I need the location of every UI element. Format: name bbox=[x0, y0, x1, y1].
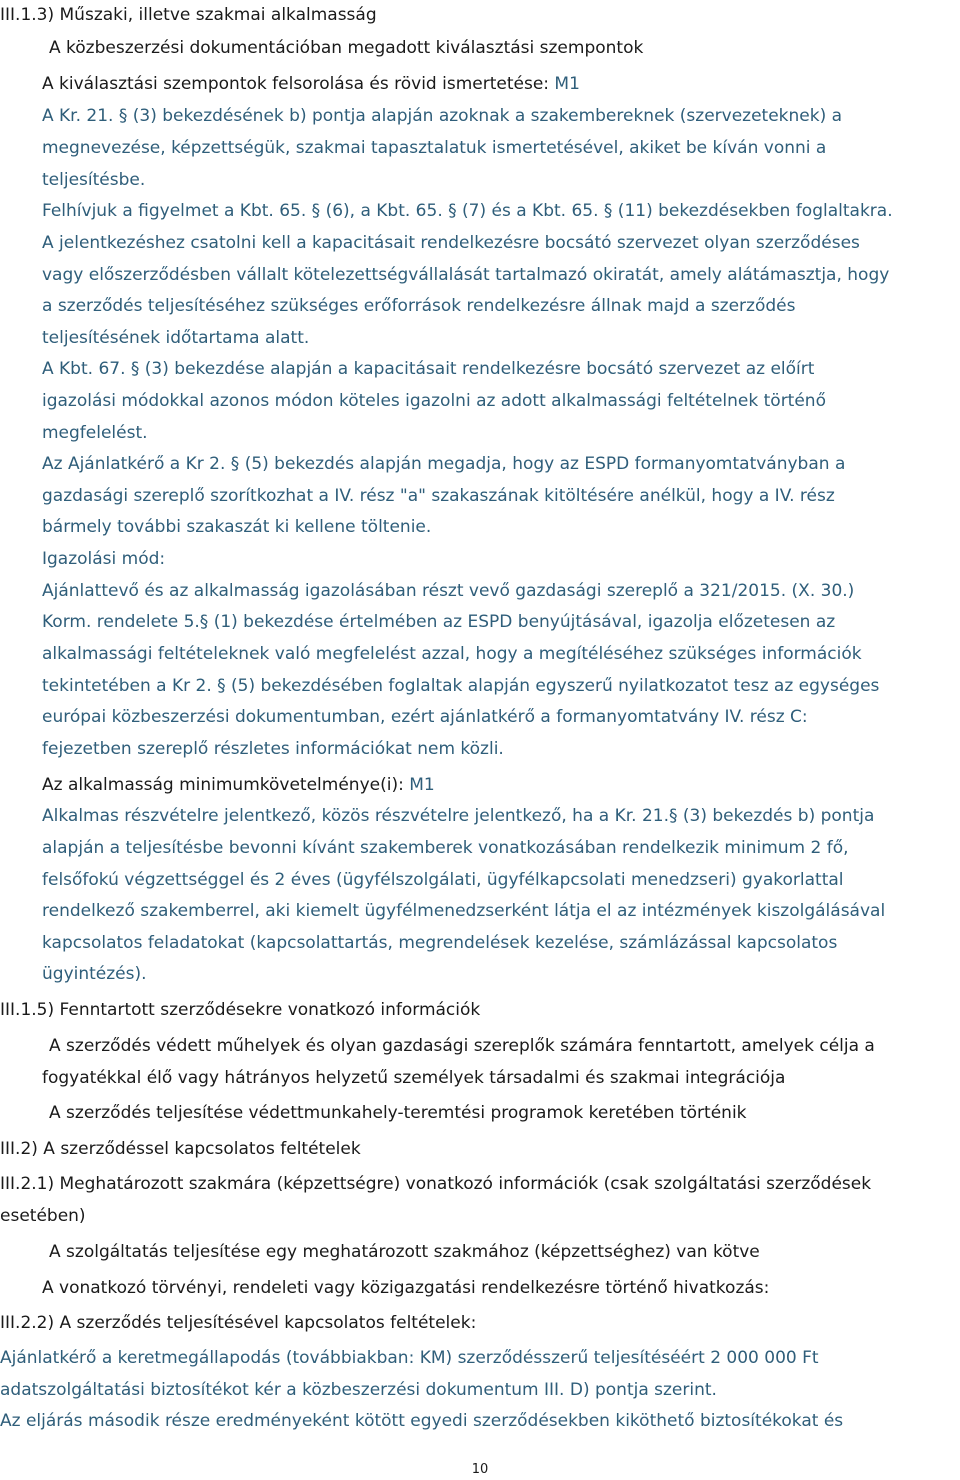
paragraph-line: ügyintézés). bbox=[42, 964, 147, 984]
paragraph-line: teljesítésbe. bbox=[42, 170, 146, 190]
legal-reference-line: A vonatkozó törvényi, rendeleti vagy közigazgatási rendelkezésre történő hivatkozás: bbox=[42, 1278, 770, 1298]
paragraph-line: kapcsolatos feladatokat (kapcsolattartás, megrendelések kezelése, számlázással kapcsolatos bbox=[42, 933, 838, 953]
paragraph-line: Ajánlatkérő a keretmegállapodás (továbbiakban: KM) szerződésszerű teljesítéséért 2 000 000 Ft bbox=[0, 1348, 819, 1368]
section-heading-iii-1-5: III.1.5) Fenntartott szerződésekre vonatkozó információk bbox=[0, 1000, 481, 1020]
minimum-requirements-code: M1 bbox=[409, 775, 435, 795]
paragraph-line: vagy előszerződésben vállalt kötelezettségvállalását tartalmazó okiratát, amely alátámasztja, hogy bbox=[42, 265, 890, 285]
paragraph-line: bármely további szakaszát ki kellene töltenie. bbox=[42, 517, 432, 537]
criteria-code: M1 bbox=[554, 74, 580, 94]
section-heading-iii-1-3: III.1.3) Műszaki, illetve szakmai alkalmasság bbox=[0, 5, 377, 25]
subsection-heading-iii-2-2: III.2.2) A szerződés teljesítésével kapcsolatos feltételek: bbox=[0, 1313, 477, 1333]
subsection-heading-iii-2-1-cont: esetében) bbox=[0, 1206, 86, 1226]
paragraph-line: Felhívjuk a figyelmet a Kbt. 65. § (6), a Kbt. 65. § (7) és a Kbt. 65. § (11) bekezdésekben foglaltakra. bbox=[42, 201, 893, 221]
section-heading-iii-2: III.2) A szerződéssel kapcsolatos feltételek bbox=[0, 1139, 361, 1159]
profession-bound-line: A szolgáltatás teljesítése egy meghatározott szakmához (képzettséghez) van kötve bbox=[49, 1242, 760, 1262]
reserved-contract-line: fogyatékkal élő vagy hátrányos helyzetű személyek társadalmi és szakmai integrációja bbox=[42, 1068, 786, 1088]
paragraph-line: alkalmassági feltételeknek való megfelelést azzal, hogy a megítéléséhez szükséges információk bbox=[42, 644, 862, 664]
paragraph-line: A Kbt. 67. § (3) bekezdése alapján a kapacitásait rendelkezésre bocsátó szervezet az előírt bbox=[42, 359, 815, 379]
paragraph-line: megfelelést. bbox=[42, 423, 148, 443]
paragraph-line: teljesítésének időtartama alatt. bbox=[42, 328, 310, 348]
paragraph-line: Alkalmas részvételre jelentkező, közös részvételre jelentkező, ha a Kr. 21.§ (3) bekezdés b) pontja bbox=[42, 806, 875, 826]
paragraph-line: fejezetben szereplő részletes információkat nem közli. bbox=[42, 739, 504, 759]
paragraph-line: a szerződés teljesítéséhez szükséges erőforrások rendelkezésre állnak majd a szerződés bbox=[42, 296, 796, 316]
paragraph-line: Korm. rendelete 5.§ (1) bekezdése értelmében az ESPD benyújtásával, igazolja előzetesen az bbox=[42, 612, 836, 632]
criteria-line: A közbeszerzési dokumentációban megadott kiválasztási szempontok bbox=[49, 38, 644, 58]
minimum-requirements-label: Az alkalmasság minimumkövetelménye(i): bbox=[42, 775, 410, 795]
minimum-requirements-line bbox=[42, 773, 435, 797]
paragraph-line: A jelentkezéshez csatolni kell a kapacitásait rendelkezésre bocsátó szervezet olyan szerződéses bbox=[42, 233, 860, 253]
paragraph-line: tekintetében a Kr 2. § (5) bekezdésében foglaltak alapján egyszerű nyilatkozatot tesz az egységes bbox=[42, 676, 880, 696]
paragraph-line: adatszolgáltatási biztosítékot kér a közbeszerzési dokumentum III. D) pontja szerint. bbox=[0, 1380, 717, 1400]
paragraph-line: Az eljárás második része eredményeként kötött egyedi szerződésekben kiköthető biztosítékokat és bbox=[0, 1411, 844, 1431]
paragraph-line: alapján a teljesítésbe bevonni kívánt szakemberek vonatkozásában rendelkezik minimum 2 fő, bbox=[42, 838, 849, 858]
paragraph-line: európai közbeszerzési dokumentumban, ezért ajánlatkérő a formanyomtatvány IV. rész C: bbox=[42, 707, 808, 727]
criteria-summary-label: A kiválasztási szempontok felsorolása és rövid ismertetése: bbox=[42, 74, 555, 94]
paragraph-line: megnevezése, képzettségük, szakmai tapasztalatuk ismertetésével, akiket be kíván vonni a bbox=[42, 138, 827, 158]
verification-label: Igazolási mód: bbox=[42, 549, 166, 569]
paragraph-line: igazolási módokkal azonos módon köteles igazolni az adott alkalmassági feltételnek történő bbox=[42, 391, 826, 411]
paragraph-line: Az Ajánlatkérő a Kr 2. § (5) bekezdés alapján megadja, hogy az ESPD formanyomtatványban a bbox=[42, 454, 846, 474]
subsection-heading-iii-2-1: III.2.1) Meghatározott szakmára (képzettségre) vonatkozó információk (csak szolgáltatási szerződések bbox=[0, 1174, 872, 1194]
page-number: 10 bbox=[471, 1462, 489, 1477]
paragraph-line: rendelkező szakemberrel, aki kiemelt ügyfélmenedzserként látja el az intézmények kiszolgálásával bbox=[42, 901, 886, 921]
paragraph-line: A Kr. 21. § (3) bekezdésének b) pontja alapján azoknak a szakembereknek (szervezeteknek) a bbox=[42, 106, 843, 126]
sheltered-employment-line: A szerződés teljesítése védettmunkahely-teremtési programok keretében történik bbox=[49, 1103, 747, 1123]
paragraph-line: gazdasági szereplő szorítkozhat a IV. rész "a" szakaszának kitöltésére anélkül, hogy a IV. rész bbox=[42, 486, 835, 506]
criteria-summary-line bbox=[42, 72, 580, 96]
paragraph-line: felsőfokú végzettséggel és 2 éves (ügyfélszolgálati, ügyfélkapcsolati menedzseri) gyakorlattal bbox=[42, 870, 844, 890]
reserved-contract-line: A szerződés védett műhelyek és olyan gazdasági szereplők számára fenntartott, amelyek célja a bbox=[49, 1036, 875, 1056]
paragraph-line: Ajánlattevő és az alkalmasság igazolásában részt vevő gazdasági szereplő a 321/2015. (X. 30.) bbox=[42, 581, 855, 601]
